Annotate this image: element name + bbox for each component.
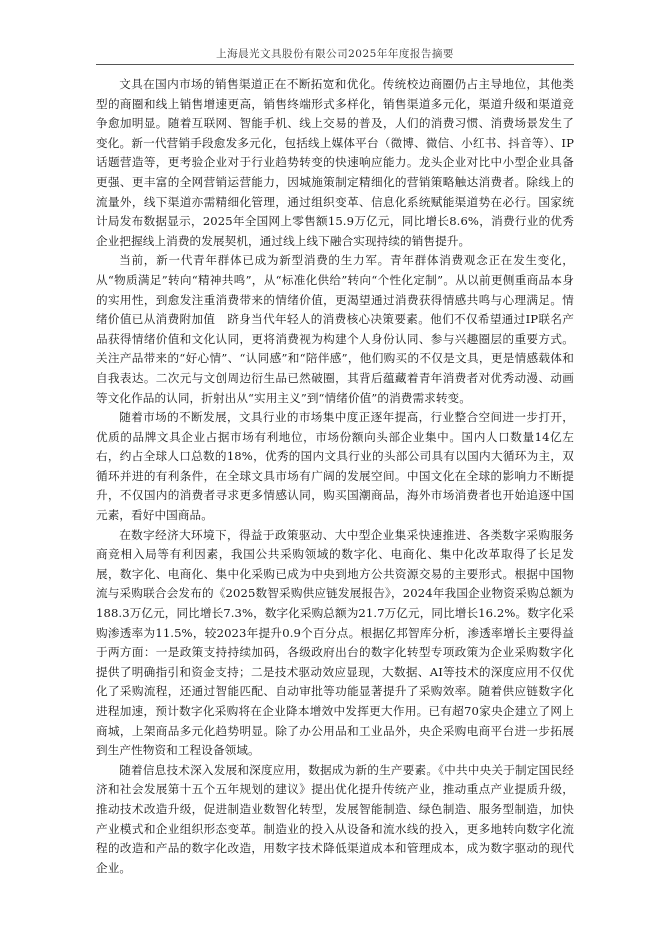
paragraph-sales-channels: 文具在国内市场的销售渠道正在不断拓宽和优化。传统校边商圈仍占主导地位，其他类型的商圈和线上销售增速更高，销售终端形式多样化，销售渠道多元化，渠道升级和渠道竞争愈加明显。随着互联网、智能手机、线上交易的普及，人们的消费习惯、消费场景发生了变化。新一代营销手段愈发多元化，包括线上媒体平台（微博、微信、小红书、抖音等）、IP话题营造等，更考验企业对于行业趋势转变的快速响应能力。龙头企业对比中小型企业具备更强、更丰富的全网营销运营能力，因城施策制定精细化的营销策略触达消费者。除线上的流量外，线下渠道亦需精细化管理，通过组织变革、信息化系统赋能渠道势在必行。国家统计局发布数据显示，2025年全国网上零售额15.9万亿元，同比增长8.6%，消费行业的优秀企业把握线上消费的发展契机，通过线上线下融合实现持续的销售提升。 bbox=[96, 77, 574, 248]
header-divider bbox=[96, 64, 574, 65]
page-header: 上海晨光文具股份有限公司2025年年度报告摘要 bbox=[216, 48, 454, 60]
report-body bbox=[96, 75, 574, 878]
paragraph-market-concentration: 随着市场的不断发展，文具行业的市场集中度正逐年提高，行业整合空间进一步打开，优质的品牌文具企业占据市场有利地位，市场份额向头部企业集中。国内人口数量14亿左右，约占全球人口总数的18%，优秀的国内文具行业的头部公司具有以国内大循环为主，双循环并进的有利条件，在全球文具市场有广阔的发展空间。中国文化在全球的影响力不断提升，不仅国内的消费者寻求更多情感认同，购买国潮商品，海外市场消费者也开始追逐中国元素，看好中国商品。 bbox=[96, 410, 574, 523]
paragraph-digital-procurement: 在数字经济大环境下，得益于政策驱动、大中型企业集采快速推进、各类数字采购服务商竞相入局等有利因素，我国公共采购领域的数字化、电商化、集中化改革取得了长足发展，数字化、电商化、集中化采购已成为中央到地方公共资源交易的主要形式。根据中国物流与采购联合会发布的《2025数智采购供应链发展报告》，2024年我国企业物资采购总额为188.3万亿元，同比增长7.3%，数字化采购总额为21.7万亿元，同比增长16.2%。数字化采购渗透率为11.5%，较2023年提升0.9个百分点。根据亿邦智库分析，渗透率增长主要得益于两方面：一是政策支持持续加码，各级政府出台的数字化转型专项政策为企业采购数字化提供了明确指引和资金支持；二是技术驱动效应显现，大数据、AI等技术的深度应用不仅优化了采购流程，还通过智能匹配、自动审批等功能显著提升了采购效率。随着供应链数字化进程加速，预计数字化采购将在企业降本增效中发挥更大作用。已有超70家央企建立了网上商城，上架商品多元化趋势明显。除了办公用品和工业品外，央企采购电商平台进一步拓展到生产性物资和工程设备领域。 bbox=[96, 527, 574, 758]
paragraph-digital-manufacturing: 随着信息技术深入发展和深度应用，数据成为新的生产要素。《中共中央关于制定国民经济和社会发展第十五个五年规划的建议》提出优化提升传统产业，推动重点产业提质升级，推动技术改造升级，促进制造业数智化转型，发展智能制造、绿色制造、服务型制造，加快产业模式和企业组织形态变革。制造业的投入从设备和流水线的投入，更多地转向数字化流程的改造和产品的数字化改造，用数字技术降低渠道成本和管理成本，成为数字驱动的现代企业。 bbox=[96, 762, 574, 875]
paragraph-young-consumers: 当前，新一代青年群体已成为新型消费的生力军。青年群体消费观念正在发生变化，从“物质满足”转向“精神共鸣”，从“标准化供给”转向“个性化定制”。从以前更侧重商品本身的实用性，到愈发注重消费带来的情绪价值，更渴望通过消费获得情感共鸣与心理满足。情绪价值已从消费附加值 跻身当代年轻人的消费核心决策要素。他们不仅希望通过IP联名产品获得情绪价值和文化认同，更将消费视为构建个人身份认同、参与兴趣圈层的重要方式。关注产品带来的“好心情”、“认同感”和“陪伴感”，他们购买的不仅是文具，更是情感载体和自我表达。二次元与文创周边衍生品已然破圈，其背后蕴藏着青年消费者对优秀动漫、动画等文化作品的认同，折射出从“实用主义”到“情绪价值”的消费需求转变。 bbox=[96, 253, 574, 405]
